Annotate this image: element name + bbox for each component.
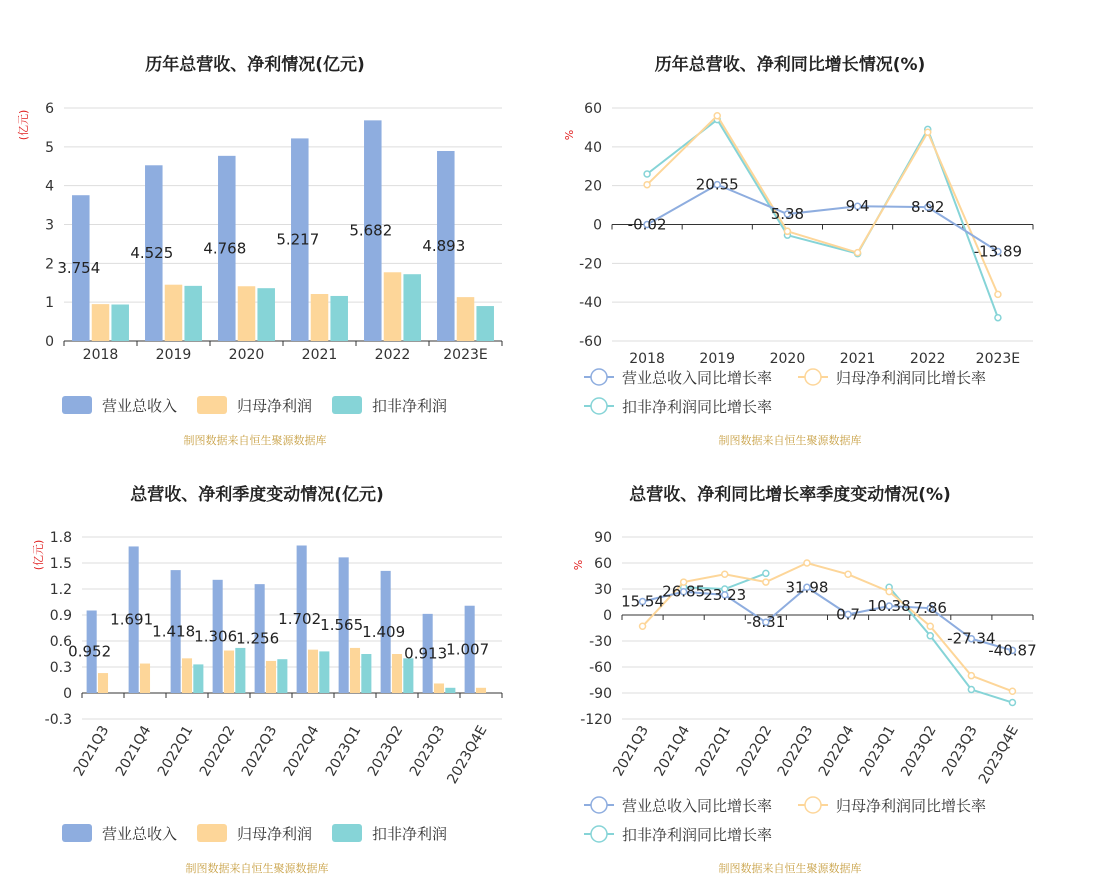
- legend-item: [584, 369, 772, 387]
- series-point-2: [644, 182, 650, 188]
- y-tick-label: -40: [579, 295, 602, 312]
- data-label: 4.768: [203, 239, 247, 258]
- y-tick-label: 0.9: [49, 608, 72, 624]
- bar-2: [266, 661, 276, 693]
- bar-2: [311, 294, 329, 341]
- series-point-2: [722, 571, 728, 577]
- source-note: 制图数据来自恒生聚源数据库: [183, 434, 327, 447]
- data-label: 5.38: [770, 205, 805, 224]
- x-tick-label: 2023Q4E: [975, 722, 1022, 787]
- series-point-3: [1009, 700, 1015, 706]
- legend-swatch: [332, 824, 362, 842]
- data-label: 1.565: [320, 616, 364, 635]
- chart-title: 总营收、净利季度变动情况(亿元): [130, 485, 384, 505]
- series-point-2: [886, 589, 892, 595]
- data-label: 1.306: [194, 627, 238, 646]
- bar-3: [257, 288, 275, 341]
- x-tick-label: 2019: [699, 351, 736, 367]
- series-point-2: [763, 579, 769, 585]
- x-tick-label: 2022Q2: [733, 723, 776, 780]
- data-label: 5.682: [349, 221, 393, 240]
- series-point-2: [804, 560, 810, 566]
- data-label: 1.007: [446, 640, 490, 659]
- legend-label: 营业总收入: [102, 825, 178, 843]
- data-label: 0.952: [68, 642, 112, 661]
- bar-2: [384, 272, 402, 341]
- legend-item: [197, 396, 312, 415]
- bar-2: [308, 650, 318, 693]
- x-tick-label: 2021Q3: [610, 723, 653, 780]
- x-tick-label: 2023Q4E: [444, 723, 491, 787]
- legend-item: [584, 797, 772, 815]
- data-label: 20.55: [695, 175, 739, 194]
- data-label: 1.256: [236, 629, 280, 648]
- y-tick-label: -0.3: [44, 712, 72, 728]
- chart-title: 总营收、净利同比增长率季度变动情况(%): [629, 485, 951, 505]
- y-tick-label: 40: [584, 139, 602, 156]
- y-tick-label: 20: [584, 178, 602, 195]
- y-unit-label: (亿元): [32, 539, 45, 571]
- x-tick-label: 2018: [82, 347, 119, 363]
- x-tick-label: 2018: [629, 351, 665, 367]
- y-tick-label: 5: [45, 139, 54, 156]
- bar-3: [361, 654, 371, 693]
- data-label: 5.217: [276, 230, 320, 249]
- bar-3: [235, 648, 245, 693]
- data-label: 26.85: [662, 582, 706, 601]
- series-point-2: [927, 623, 933, 629]
- x-tick-label: 2022: [374, 347, 411, 363]
- bar-3: [403, 658, 413, 693]
- y-tick-label: -30: [589, 634, 612, 650]
- series-point-2: [855, 250, 861, 256]
- chart-1: [17, 54, 502, 447]
- bar-2: [350, 648, 360, 693]
- y-tick-label: 90: [594, 530, 612, 546]
- bar-2: [457, 297, 475, 341]
- series-point-3: [763, 570, 769, 576]
- x-tick-label: 2022Q2: [196, 723, 239, 780]
- series-point-2: [784, 228, 790, 234]
- legend-swatch: [62, 824, 92, 842]
- y-tick-label: 1.2: [49, 582, 72, 598]
- legend-label: 营业总收入同比增长率: [622, 797, 773, 815]
- legend-item: [62, 824, 177, 843]
- legend-marker: [591, 797, 607, 813]
- data-label: 31.98: [785, 578, 829, 597]
- x-tick-label: 2022Q3: [774, 723, 817, 780]
- y-tick-label: 6: [45, 101, 54, 117]
- bar-2: [92, 304, 110, 341]
- x-tick-label: 2021Q4: [651, 723, 694, 780]
- y-tick-label: -90: [589, 686, 612, 702]
- legend-marker: [805, 369, 821, 385]
- legend-swatch: [332, 396, 362, 414]
- source-note: 制图数据来自恒生聚源数据库: [185, 862, 329, 875]
- bar-3: [319, 651, 329, 693]
- x-tick-label: 2023Q1: [856, 723, 899, 780]
- data-label: 4.893: [422, 236, 466, 255]
- x-tick-label: 2022Q1: [692, 723, 735, 780]
- legend-label: 扣非净利润同比增长率: [622, 826, 773, 844]
- chart-4: [572, 484, 1037, 875]
- source-note: 制图数据来自恒生聚源数据库: [718, 434, 862, 447]
- data-label: 0.913: [404, 644, 448, 663]
- series-point-2: [640, 623, 646, 629]
- legend-item: [584, 826, 772, 844]
- data-label: 1.691: [110, 610, 154, 629]
- data-label: 3.754: [57, 259, 101, 278]
- legend-label: 扣非净利润同比增长率: [622, 398, 773, 416]
- y-tick-label: 1.8: [49, 530, 72, 546]
- x-tick-label: 2022Q4: [280, 723, 323, 780]
- series-point-3: [968, 687, 974, 693]
- x-tick-label: 2022Q4: [815, 723, 858, 780]
- bar-3: [445, 688, 455, 693]
- data-label: 23.23: [703, 585, 747, 604]
- bar-3: [111, 304, 129, 341]
- x-tick-label: 2023Q3: [939, 723, 981, 780]
- legend-item: [197, 824, 312, 843]
- x-tick-label: 2022: [909, 351, 946, 367]
- legend-label: 归母净利润: [237, 825, 313, 843]
- legend-swatch: [62, 396, 92, 414]
- source-note: 制图数据来自恒生聚源数据库: [718, 862, 862, 875]
- y-tick-label: 2: [45, 256, 54, 273]
- y-unit-label: %: [563, 129, 576, 141]
- legend-marker: [591, 369, 607, 385]
- data-label: 1.702: [278, 610, 322, 629]
- bar-2: [238, 286, 256, 341]
- data-label: -27.34: [947, 629, 996, 648]
- data-label: 7.86: [913, 599, 947, 618]
- chart-2: [563, 54, 1033, 447]
- data-label: -0.02: [627, 215, 667, 234]
- x-tick-label: 2021: [301, 347, 338, 363]
- chart-3: [32, 484, 502, 875]
- data-label: 8.92: [911, 198, 945, 217]
- chart-title: 历年总营收、净利同比增长情况(%): [654, 55, 926, 75]
- bar-3: [184, 286, 202, 341]
- data-label: 1.418: [152, 622, 196, 641]
- data-label: -8.31: [746, 613, 786, 632]
- legend-marker: [591, 826, 607, 842]
- x-tick-label: 2022Q3: [238, 723, 281, 780]
- x-tick-label: 2022Q1: [154, 723, 197, 780]
- y-tick-label: 0: [603, 608, 612, 624]
- data-label: 9.4: [845, 197, 870, 216]
- y-tick-label: 60: [584, 101, 602, 117]
- x-tick-label: 2019: [155, 347, 192, 363]
- bar-3: [403, 274, 421, 341]
- x-tick-label: 2020: [769, 351, 806, 367]
- legend-label: 归母净利润: [237, 397, 313, 415]
- y-unit-label: %: [572, 559, 585, 571]
- x-tick-label: 2023Q2: [898, 723, 940, 780]
- y-tick-label: 60: [594, 556, 612, 572]
- data-label: -13.89: [973, 242, 1023, 261]
- y-tick-label: -60: [579, 334, 602, 350]
- x-tick-label: 2023E: [443, 347, 488, 363]
- x-tick-label: 2023Q1: [322, 723, 365, 780]
- legend-label: 营业总收入同比增长率: [622, 369, 773, 387]
- data-label: 10.38: [867, 597, 911, 616]
- legend-swatch: [197, 824, 227, 842]
- bar-2: [434, 683, 444, 693]
- data-label: -40.87: [988, 641, 1037, 660]
- legend-marker: [805, 797, 821, 813]
- series-point-2: [995, 291, 1001, 297]
- y-tick-label: 0.3: [49, 660, 72, 676]
- series-point-2: [714, 113, 720, 119]
- legend-item: [332, 396, 447, 415]
- series-point-2: [925, 129, 931, 135]
- y-tick-label: 4: [45, 178, 54, 195]
- bar-2: [392, 654, 402, 693]
- x-tick-label: 2023Q2: [364, 723, 407, 780]
- series-line-2: [647, 116, 998, 295]
- x-tick-label: 2021Q3: [70, 723, 113, 780]
- bar-3: [193, 664, 203, 693]
- y-tick-label: -20: [579, 256, 602, 273]
- series-point-3: [927, 633, 933, 639]
- bar-2: [140, 664, 150, 693]
- x-tick-label: 2021: [839, 351, 876, 367]
- y-tick-label: 1: [45, 295, 54, 312]
- series-point-3: [644, 171, 650, 177]
- bar-2: [224, 651, 234, 693]
- x-tick-label: 2021Q4: [112, 723, 155, 780]
- legend-item: [332, 824, 447, 843]
- y-tick-label: -60: [589, 660, 612, 676]
- series-point-3: [995, 315, 1001, 321]
- y-tick-label: 0: [593, 217, 602, 234]
- bar-2: [98, 673, 108, 693]
- y-tick-label: 3: [45, 217, 54, 234]
- legend-item: [798, 797, 986, 815]
- y-unit-label: (亿元): [17, 109, 30, 141]
- legend-item: [584, 398, 772, 416]
- y-tick-label: 1.5: [49, 556, 72, 572]
- y-tick-label: 30: [594, 582, 612, 598]
- legend-swatch: [197, 396, 227, 414]
- y-tick-label: 0: [45, 334, 54, 350]
- legend-label: 营业总收入: [102, 397, 178, 415]
- y-tick-label: 0: [63, 686, 72, 702]
- legend-marker: [591, 398, 607, 414]
- series-point-2: [1009, 688, 1015, 694]
- data-label: 15.54: [621, 592, 665, 611]
- bar-2: [165, 285, 183, 341]
- legend-item: [62, 396, 177, 415]
- legend-label: 扣非净利润: [372, 825, 448, 843]
- bar-3: [476, 306, 494, 341]
- data-label: 4.525: [130, 244, 174, 263]
- data-label: 0.7: [836, 605, 860, 624]
- legend-item: [798, 369, 986, 387]
- chart-title: 历年总营收、净利情况(亿元): [145, 55, 365, 75]
- bar-3: [330, 296, 348, 341]
- x-tick-label: 2023Q3: [406, 723, 449, 780]
- legend-label: 扣非净利润: [372, 397, 448, 415]
- x-tick-label: 2023E: [975, 351, 1021, 367]
- series-point-2: [968, 673, 974, 679]
- legend-label: 归母净利润同比增长率: [836, 797, 987, 815]
- bar-3: [277, 659, 287, 693]
- x-tick-label: 2020: [228, 347, 265, 363]
- legend-label: 归母净利润同比增长率: [836, 369, 987, 387]
- y-tick-label: 0.6: [49, 634, 72, 650]
- y-tick-label: -120: [580, 712, 612, 728]
- data-label: 1.409: [362, 622, 406, 641]
- bar-2: [476, 688, 486, 693]
- bar-2: [182, 658, 192, 693]
- series-point-2: [845, 571, 851, 577]
